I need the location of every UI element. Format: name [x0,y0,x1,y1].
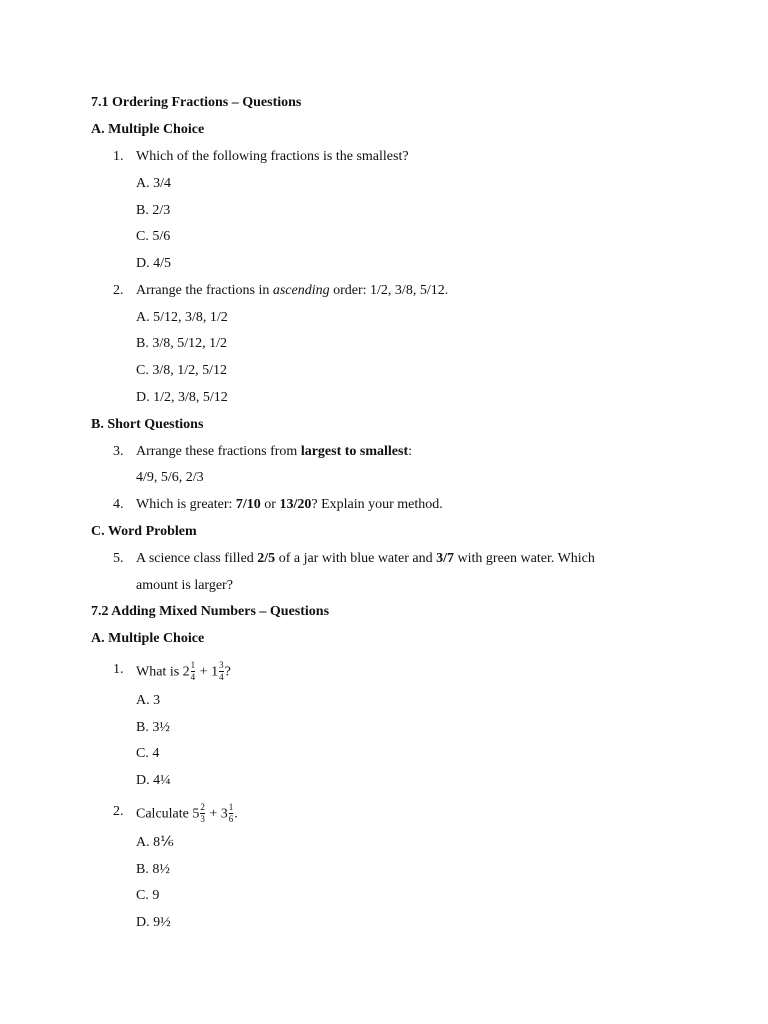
option-a: A. 8⅙ [136,835,174,850]
option-a: A. 3/4 [136,176,171,191]
fraction: $\frac{3}{4}$ [219,660,224,682]
question-number: 3. [113,444,124,459]
question-text: Which is greater: 7/10 or 13/20? Explain your method. [136,497,443,512]
question-text: Arrange these fractions from largest to smallest: [136,444,413,459]
fraction: $\frac{2}{3}$ [200,802,205,824]
option-d: D. 1/2, 3/8, 5/12 [136,390,228,405]
option-a: A. 5/12, 3/8, 1/2 [136,310,228,325]
option-c: C. 3/8, 1/2, 5/12 [136,363,228,378]
bold-text: largest to smallest [300,444,409,459]
option-b: B. 2/3 [136,203,171,218]
option-a: A. 3 [136,693,161,708]
option-b: B. 3½ [136,720,170,735]
question-text: A science class filled 2/5 of a jar with blue water and 3/7 with green water. Which [136,551,595,566]
subsection-heading-multiple-choice: A. Multiple Choice [91,631,205,646]
option-c: C. 9 [136,888,160,903]
option-d: D. 9½ [136,915,171,930]
option-b: B. 8½ [136,862,170,877]
emphasis-text: ascending [272,283,330,298]
option-d: D. 4¼ [136,773,171,788]
option-c: C. 5/6 [136,229,171,244]
question-number: 2. [113,283,124,298]
question-text-line-2: amount is larger? [136,578,233,593]
question-number: 2. [113,804,124,819]
option-b: B. 3/8, 5/12, 1/2 [136,336,228,351]
option-d: D. 4/5 [136,256,171,271]
option-c: C. 4 [136,746,160,761]
fraction: $\frac{1}{4}$ [190,660,196,682]
section-title-7-2: 7.2 Adding Mixed Numbers – Questions [91,604,330,619]
question-text: Calculate 5 $\frac{2}{3}$ + 3 $\frac{1}{6}$ . [136,802,238,824]
question-text: What is 2 $\frac{1}{4}$ + 1 $\frac{3}{4}$ ? [136,660,231,682]
question-number: 1. [113,662,124,677]
subsection-heading-multiple-choice: A. Multiple Choice [91,122,205,137]
section-title-7-1: 7.1 Ordering Fractions – Questions [91,95,302,110]
question-text: Arrange the fractions in ascending order: 1/2, 3/8, 5/12. [136,283,449,298]
fraction: $\frac{1}{6}$ [228,802,234,824]
question-number: 5. [113,551,124,566]
question-text-line-2: 4/9, 5/6, 2/3 [136,470,204,485]
question-number: 1. [113,149,124,164]
subsection-heading-word-problem: C. Word Problem [91,524,197,539]
subsection-heading-short-questions: B. Short Questions [91,417,204,432]
question-number: 4. [113,497,124,512]
question-text: Which of the following fractions is the smallest? [136,149,409,164]
